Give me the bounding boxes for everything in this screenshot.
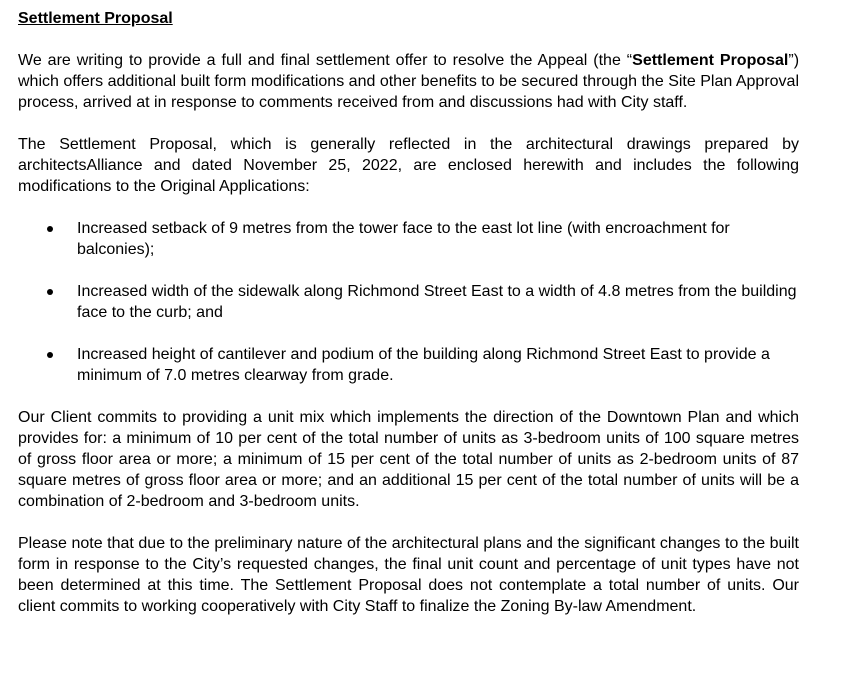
list-item-text: Increased height of cantilever and podium of the building along Richmond Street East to provide a minimum of 7.0 metres clearway from grade. (77, 346, 770, 384)
bullet-icon (47, 352, 53, 358)
closing-paragraph: Please note that due to the preliminary nature of the architectural plans and the significant changes to the built form in response to the City’s requested changes, the final unit count and percentage of unit types have not been determined at this time. The Settlement Proposal does not contemplate a total number of units. Our client commits to working cooperatively with City Staff to finalize the Zoning By-law Amendment. (18, 535, 799, 615)
list-item (18, 344, 799, 386)
intro-text-start: We are writing to provide a full and final settlement offer to resolve the Appeal (the “ (18, 52, 633, 69)
unit-mix-paragraph: Our Client commits to providing a unit mix which implements the direction of the Downtown Plan and which provides for: a minimum of 10 per cent of the total number of units as 3-bedroom units of 100 square metres of gross floor area or more; a minimum of 15 per cent of the total number of units as 2-bedroom units of 87 square metres of gross floor area or more; and an additional 15 per cent of the total number of units will be a combination of 2-bedroom and 3-bedroom units. (18, 409, 799, 510)
list-item-text: Increased width of the sidewalk along Richmond Street East to a width of 4.8 metres from the building face to the curb; and (77, 283, 797, 321)
defined-term: Settlement Proposal (632, 52, 789, 69)
list-item (18, 281, 799, 323)
bullet-icon (47, 289, 53, 295)
document-page (18, 8, 799, 638)
modifications-list (18, 218, 799, 386)
bullet-icon (47, 226, 53, 232)
list-item-text: Increased setback of 9 metres from the tower face to the east lot line (with encroachment for balconies); (77, 220, 730, 258)
intro-text-end: ”) which offers additional built form modifications and other benefits to be secured through the Site Plan Approval process, arrived at in response to comments received from and discussions had with City staff. (18, 52, 800, 111)
intro-paragraph (18, 50, 799, 113)
section-heading: Settlement Proposal (18, 10, 173, 27)
list-item (18, 218, 799, 260)
modifications-paragraph: The Settlement Proposal, which is generally reflected in the architectural drawings prepared by architectsAlliance and dated November 25, 2022, are enclosed herewith and includes the following modifications to the Original Applications: (18, 136, 799, 195)
